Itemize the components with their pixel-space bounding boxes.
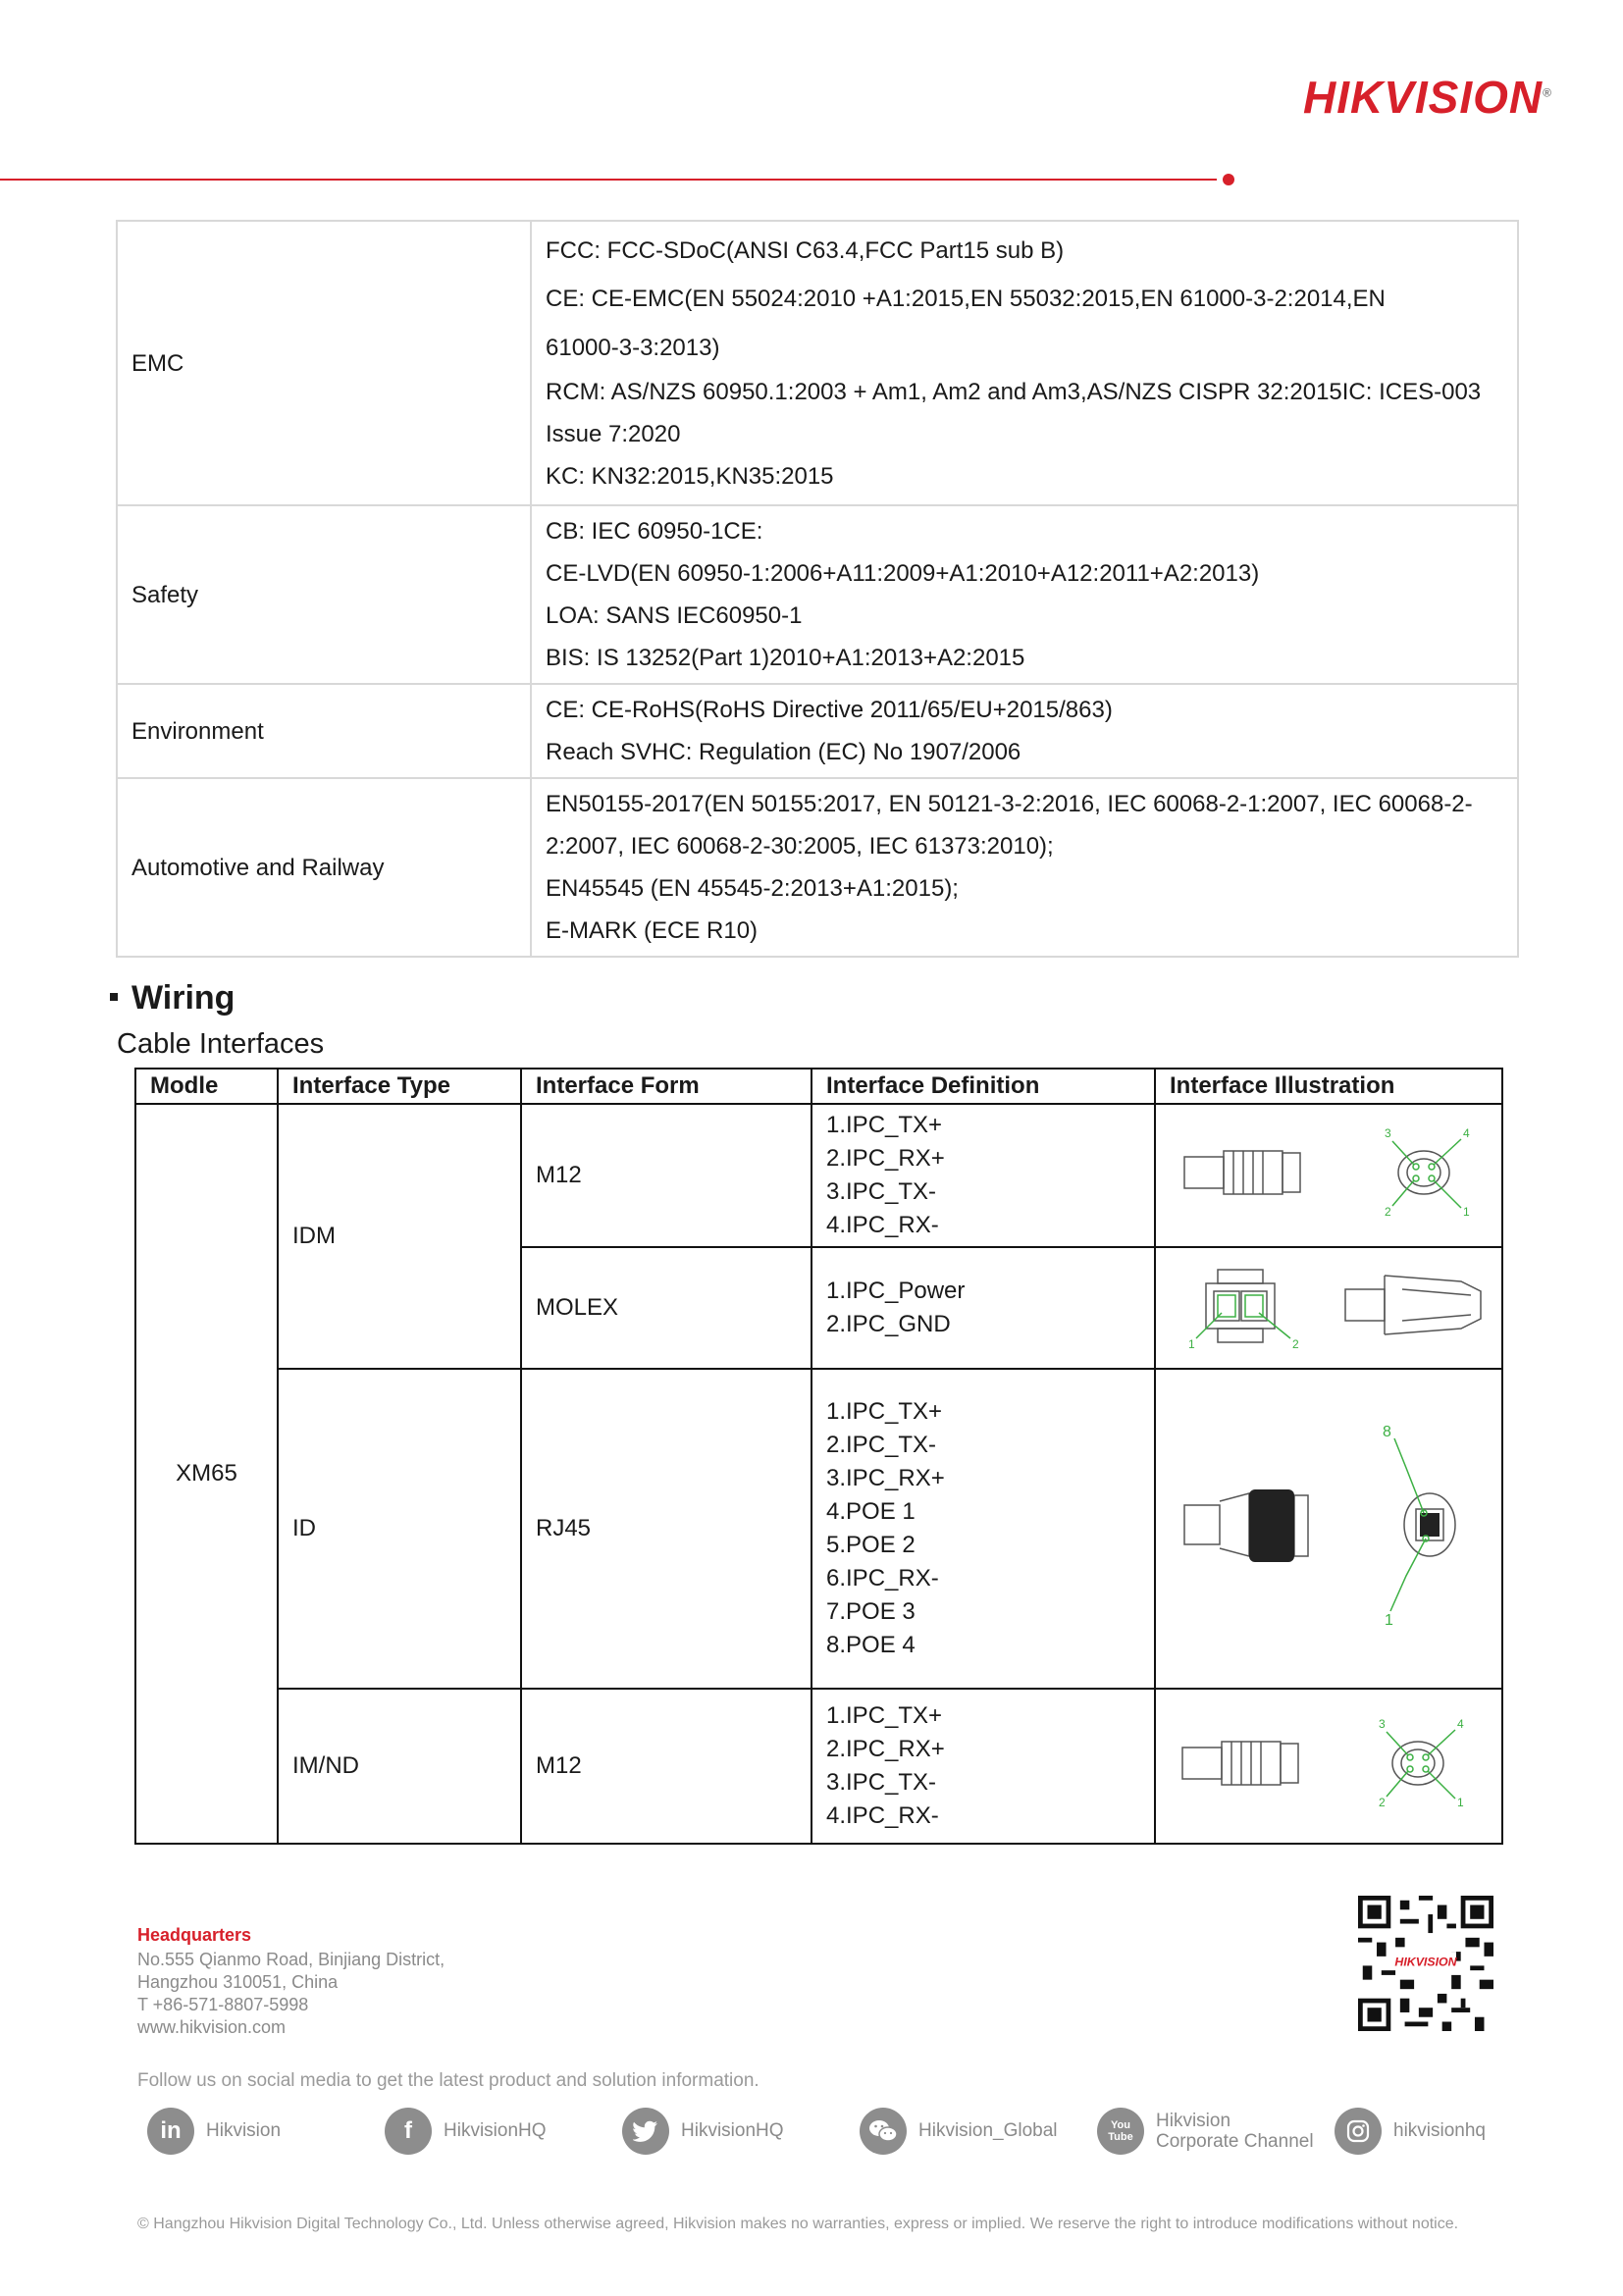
follow-us-text: Follow us on social media to get the latest product and solution information. xyxy=(137,2070,759,2091)
cable-interfaces-subheading: Cable Interfaces xyxy=(117,1028,325,1060)
col-header: Interface Type xyxy=(278,1069,521,1104)
spec-line: CE-LVD(EN 60950-1:2006+A11:2009+A1:2010+A12:2011+A2:2013) xyxy=(546,560,1260,587)
pin-definition: 1.IPC_Power xyxy=(826,1278,966,1304)
copyright-notice: © Hangzhou Hikvision Digital Technology Co., Ltd. Unless otherwise agreed, Hikvision makes no warranties, express or implied. We reserve the right to introduce modifications without notice. xyxy=(137,2216,1459,2232)
spec-label: Automotive and Railway xyxy=(117,778,531,957)
interface-form-cell: RJ45 xyxy=(521,1369,812,1689)
interface-form-cell: MOLEX xyxy=(521,1247,812,1369)
spec-line: Issue 7:2020 xyxy=(546,421,681,447)
pin-definition: 2.IPC_TX- xyxy=(826,1432,937,1458)
wechat-icon xyxy=(860,2108,907,2155)
pin-definition: 2.IPC_RX+ xyxy=(826,1736,945,1762)
spec-line: BIS: IS 13252(Part 1)2010+A1:2013+A2:2015 xyxy=(546,645,1025,671)
spec-line: RCM: AS/NZS 60950.1:2003 + Am1, Am2 and Am3,AS/NZS CISPR 32:2015IC: ICES-003 xyxy=(546,379,1482,405)
hikvision-logo: HIKVISION® xyxy=(1303,72,1552,123)
twitter-icon xyxy=(622,2108,669,2155)
interface-definition-cell xyxy=(812,1689,1155,1844)
spec-row-emc xyxy=(117,221,1518,505)
spec-label: Safety xyxy=(117,505,531,684)
wiring-row xyxy=(135,1369,1502,1689)
social-twitter[interactable] xyxy=(622,2106,784,2157)
interface-illustration-cell xyxy=(1155,1247,1502,1369)
spec-row-automotive xyxy=(117,778,1518,957)
social-linkedin[interactable] xyxy=(147,2106,281,2157)
social-label: Hikvision_Global xyxy=(918,2120,1058,2141)
molex-connector-illustration xyxy=(1167,1256,1491,1354)
spec-value xyxy=(531,778,1518,957)
model-cell: XM65 xyxy=(135,1104,278,1844)
wiring-row xyxy=(135,1689,1502,1844)
wiring-table xyxy=(134,1068,1503,1845)
interface-type-cell: IDM xyxy=(278,1104,521,1369)
spec-line: FCC: FCC-SDoC(ANSI C63.4,FCC Part15 sub B) xyxy=(546,237,1065,264)
pin-definition: 5.POE 2 xyxy=(826,1532,916,1558)
pin-definition: 3.IPC_RX+ xyxy=(826,1465,945,1491)
interface-form-cell: M12 xyxy=(521,1689,812,1844)
pin-definition: 4.IPC_RX- xyxy=(826,1212,939,1238)
pin-definition: 3.IPC_TX- xyxy=(826,1769,937,1796)
pin-definition: 3.IPC_TX- xyxy=(826,1178,937,1205)
interface-form-cell: M12 xyxy=(521,1104,812,1247)
pin-definition: 4.IPC_RX- xyxy=(826,1802,939,1829)
interface-definition-cell xyxy=(812,1247,1155,1369)
pin-definition: 7.POE 3 xyxy=(826,1598,916,1625)
spec-row-safety xyxy=(117,505,1518,684)
pin-definition: 8.POE 4 xyxy=(826,1632,916,1658)
social-label: HikvisionHQ xyxy=(444,2120,547,2141)
pin-label: 1 xyxy=(1463,1204,1470,1219)
col-header: Interface Definition xyxy=(812,1069,1155,1104)
pin-definition: 2.IPC_GND xyxy=(826,1311,951,1337)
spec-value xyxy=(531,505,1518,684)
interface-illustration-cell xyxy=(1155,1104,1502,1247)
certification-table xyxy=(116,220,1519,958)
headquarters-title: Headquarters xyxy=(137,1925,252,1945)
col-header: Interface Form xyxy=(521,1069,812,1104)
spec-line: CE: CE-RoHS(RoHS Directive 2011/65/EU+2015/863) xyxy=(546,697,1113,723)
pin-label: 3 xyxy=(1379,1716,1386,1731)
m12-connector-illustration xyxy=(1167,1704,1491,1822)
pin-label: 3 xyxy=(1385,1125,1391,1140)
social-instagram[interactable] xyxy=(1335,2106,1486,2157)
address-line: Hangzhou 310051, China xyxy=(137,1972,339,1992)
spec-value xyxy=(531,221,1518,505)
pin-label: 1 xyxy=(1457,1795,1464,1809)
youtube-icon: You Tube xyxy=(1097,2108,1144,2155)
pin-definition: 6.IPC_RX- xyxy=(826,1565,939,1592)
m12-connector-illustration xyxy=(1167,1114,1491,1231)
social-youtube[interactable] xyxy=(1097,2106,1314,2157)
pin-label: 1 xyxy=(1188,1336,1195,1351)
spec-label: EMC xyxy=(117,221,531,505)
interface-illustration-cell xyxy=(1155,1369,1502,1689)
header-divider xyxy=(0,179,1217,181)
pin-label: 2 xyxy=(1292,1336,1299,1351)
interface-definition-cell xyxy=(812,1104,1155,1247)
pin-definition: 1.IPC_TX+ xyxy=(826,1702,943,1729)
social-label: Hikvision Corporate Channel xyxy=(1156,2111,1314,2152)
phone-number: T +86-571-8807-5998 xyxy=(137,1995,309,2014)
qr-code xyxy=(1358,1896,1493,2031)
instagram-icon xyxy=(1335,2108,1382,2155)
interface-definition-cell xyxy=(812,1369,1155,1689)
rj45-connector-illustration xyxy=(1167,1403,1491,1648)
social-label: hikvisionhq xyxy=(1393,2120,1486,2141)
pin-label: 1 xyxy=(1385,1611,1393,1629)
spec-line: E-MARK (ECE R10) xyxy=(546,917,759,944)
interface-type-cell: IM/ND xyxy=(278,1689,521,1844)
spec-line: EN45545 (EN 45545-2:2013+A1:2015); xyxy=(546,875,959,902)
col-header: Interface Illustration xyxy=(1155,1069,1502,1104)
social-wechat[interactable] xyxy=(860,2106,1058,2157)
spec-line: CB: IEC 60950-1CE: xyxy=(546,518,763,545)
col-header: Modle xyxy=(135,1069,278,1104)
spec-line: 2:2007, IEC 60068-2-30:2005, IEC 61373:2010); xyxy=(546,833,1054,860)
pin-definition: 1.IPC_TX+ xyxy=(826,1398,943,1425)
wiring-heading: Wiring xyxy=(110,979,235,1018)
wiring-header-row xyxy=(135,1069,1502,1104)
spec-value xyxy=(531,684,1518,778)
pin-label: 2 xyxy=(1385,1204,1391,1219)
headquarters-address xyxy=(137,1949,445,2039)
facebook-icon: f xyxy=(385,2108,432,2155)
pin-definition: 2.IPC_RX+ xyxy=(826,1145,945,1172)
pin-label: 2 xyxy=(1379,1795,1386,1809)
spec-label: Environment xyxy=(117,684,531,778)
interface-illustration-cell xyxy=(1155,1689,1502,1844)
wiring-row xyxy=(135,1104,1502,1247)
spec-line: Reach SVHC: Regulation (EC) No 1907/2006 xyxy=(546,739,1021,765)
pin-label: 8 xyxy=(1383,1423,1391,1440)
header-divider-dot xyxy=(1223,174,1234,185)
pin-definition: 4.POE 1 xyxy=(826,1498,916,1525)
spec-row-environment xyxy=(117,684,1518,778)
address-line: No.555 Qianmo Road, Binjiang District, xyxy=(137,1950,445,1969)
spec-line: KC: KN32:2015,KN35:2015 xyxy=(546,463,834,490)
bullet-icon xyxy=(110,993,118,1001)
spec-line: LOA: SANS IEC60950-1 xyxy=(546,602,803,629)
website-link[interactable]: www.hikvision.com xyxy=(137,2017,287,2037)
spec-line: 61000-3-3:2013) xyxy=(546,335,720,361)
interface-type-cell: ID xyxy=(278,1369,521,1689)
pin-label: 4 xyxy=(1457,1716,1464,1731)
social-label: Hikvision xyxy=(206,2120,282,2141)
linkedin-icon: in xyxy=(147,2108,194,2155)
qr-logo-text: HIKVISION xyxy=(1394,1955,1457,1969)
spec-line: CE: CE-EMC(EN 55024:2010 +A1:2015,EN 55032:2015,EN 61000-3-2:2014,EN xyxy=(546,286,1386,312)
pin-definition: 1.IPC_TX+ xyxy=(826,1112,943,1138)
social-label: HikvisionHQ xyxy=(681,2120,784,2141)
pin-label: 4 xyxy=(1463,1125,1470,1140)
spec-line: EN50155-2017(EN 50155:2017, EN 50121-3-2:2016, IEC 60068-2-1:2007, IEC 60068-2- xyxy=(546,791,1473,817)
social-facebook[interactable] xyxy=(385,2106,547,2157)
